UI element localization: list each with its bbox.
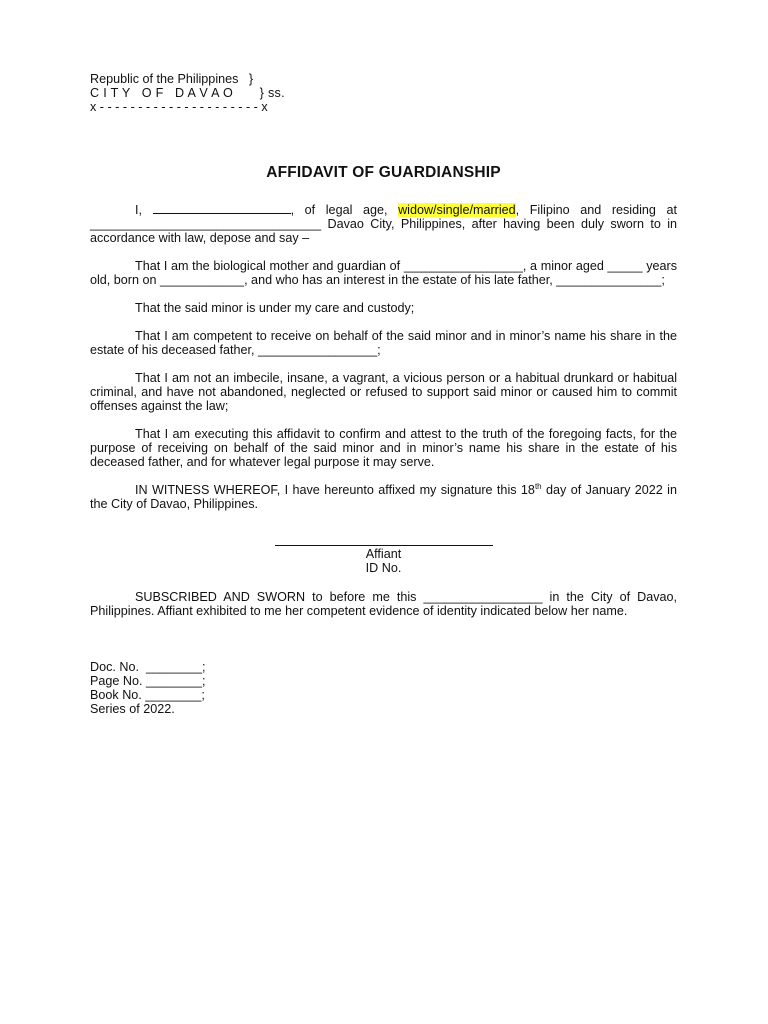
paragraph-custody: That the said minor is under my care and custody; [135, 301, 415, 315]
caption-republic-line: Republic of the Philippines } [90, 72, 254, 86]
doc-number: Doc. No. ________; [90, 660, 206, 674]
affidavit-document [90, 72, 677, 716]
paragraph-guardian: That I am the biological mother and guardian of _________________, a minor aged _____ years old, born on ____________, and who has an interest in the estate of his late father, _______________; [90, 259, 677, 287]
witness-superscript: th [534, 481, 542, 491]
signature-line [275, 545, 493, 546]
id-number-label: ID No. [365, 561, 402, 575]
witness-paragraph [90, 483, 677, 511]
signature-block [90, 545, 677, 575]
witness-text-start: IN WITNESS WHEREOF, I have hereunto affixed my signature this 18 [135, 483, 535, 497]
document-title: AFFIDAVIT OF GUARDIANSHIP [266, 164, 501, 181]
series-year: Series of 2022. [90, 702, 175, 716]
book-number: Book No. ________; [90, 688, 205, 702]
caption-separator-line: x - - - - - - - - - - - - - - - - - - - - - x [90, 100, 268, 114]
affiant-name-blank [153, 202, 291, 214]
intro-text-start: I, [135, 203, 153, 217]
paragraph-purpose: That I am executing this affidavit to confirm and attest to the truth of the foregoing facts, for the purpose of receiving on behalf of the said minor and in minor’s name his share in the estate of his deceased father, and for whatever legal purpose it may serve. [90, 427, 677, 469]
intro-paragraph [90, 202, 677, 245]
civil-status-highlight: widow/single/married [398, 203, 516, 217]
paragraph-qualifications: That I am not an imbecile, insane, a vagrant, a vicious person or a habitual drunkard or habitual criminal, and have not abandoned, neglected or refused to support said minor or caused him to commit offenses against the law; [90, 371, 677, 413]
paragraph-competence: That I am competent to receive on behalf of the said minor and in minor’s name his share in the estate of his deceased father, _________________; [90, 329, 677, 357]
jurat-paragraph: SUBSCRIBED AND SWORN to before me this _________________ in the City of Davao, Philippines. Affiant exhibited to me her competent evidence of identity indicated below her name. [90, 590, 677, 618]
intro-text-end: , Filipino and residing at _________________________________ Davao City, Philippines, after having been duly sworn to in accordance with law, depose and say – [90, 203, 678, 245]
notarial-register [90, 660, 677, 716]
witness-text-end: day of January 2022 in the City of Davao, Philippines. [90, 483, 677, 511]
page-number: Page No. ________; [90, 674, 206, 688]
intro-text-middle: , of legal age, [290, 203, 399, 217]
affiant-label: Affiant [365, 547, 402, 561]
caption-city-line: C I T Y O F D A V A O } ss. [90, 86, 285, 100]
venue-caption [90, 72, 677, 114]
